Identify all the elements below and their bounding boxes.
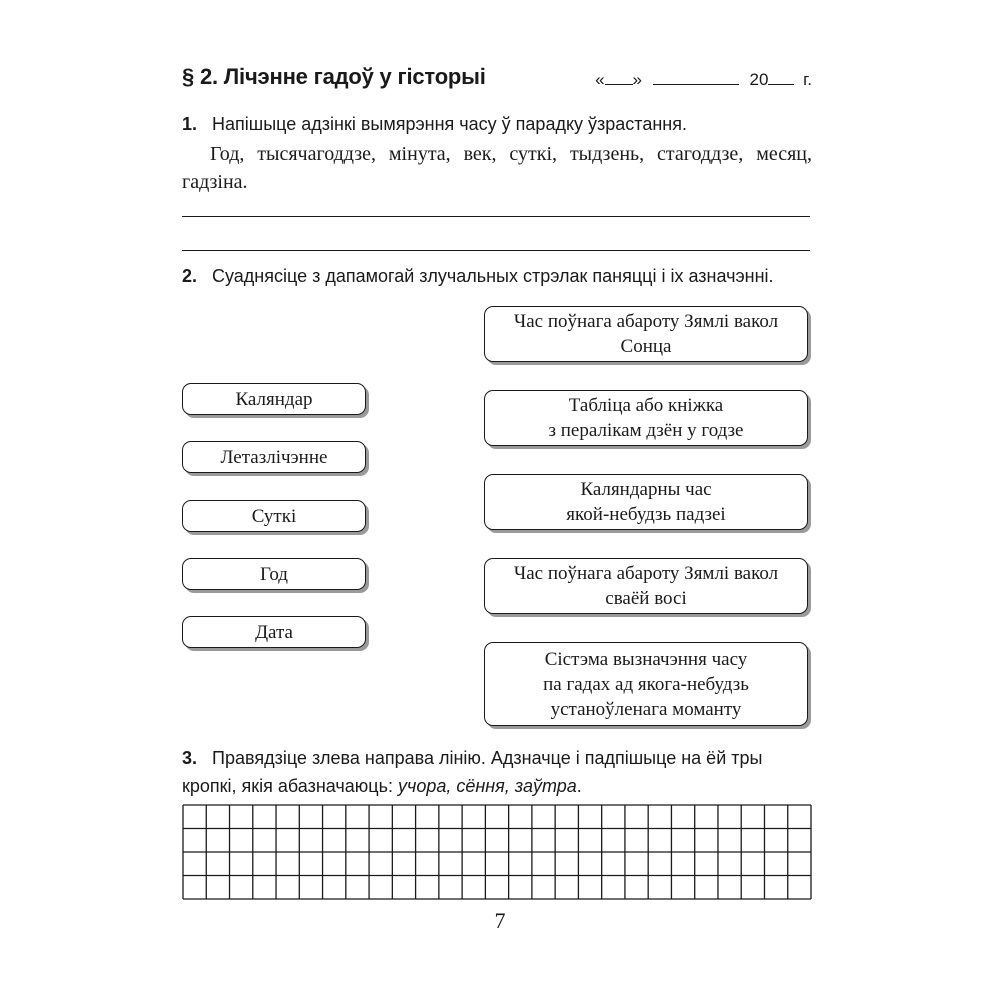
task2-number: 2. <box>182 266 198 286</box>
definition-line: Сістэма вызначэння часу <box>544 648 748 670</box>
definition-box-1[interactable] <box>484 306 808 362</box>
day-blank[interactable] <box>605 69 633 85</box>
definition-line: Час поўнага абароту Зямлі вакол <box>513 311 779 332</box>
date-field <box>595 69 812 90</box>
definition-line: устаноўленага моманту <box>550 698 742 720</box>
page-title: § 2. Лічэнне гадоў у гісторыі <box>182 64 486 89</box>
answer-line[interactable] <box>182 216 810 217</box>
definition-line: сваёй восі <box>605 588 687 609</box>
definition-box-4[interactable] <box>484 558 808 614</box>
definition-line: з пералікам дзён у годзе <box>548 420 744 441</box>
year-prefix: 20 <box>749 70 769 89</box>
term-box-date[interactable] <box>182 616 366 648</box>
task3-question-italic: учора, сёння, заўтра <box>398 776 577 796</box>
definition-box-3[interactable] <box>484 474 808 530</box>
page-number: 7 <box>494 908 506 933</box>
task1-number: 1. <box>182 114 198 134</box>
date-close-quote: » <box>632 70 643 89</box>
task1-question <box>182 114 687 135</box>
definition-line: якой-небудзь падзеі <box>566 504 726 525</box>
header-row <box>182 64 812 96</box>
task3-question <box>182 744 812 800</box>
task1-question-text: Напішыце адзінкі вымярэння часу ў парадку ўзрастання. <box>212 114 687 134</box>
term-label: Каляндар <box>235 388 313 410</box>
task1-word-list: Год, тысячагоддзе, мінута, век, суткі, тыдзень, стагоддзе, месяц, гадзіна. <box>182 143 812 193</box>
squared-grid[interactable] <box>182 804 812 900</box>
definition-line: Час поўнага абароту Зямлі вакол <box>513 563 779 584</box>
definition-line: Табліца або кніжка <box>568 395 724 416</box>
definition-box-2[interactable] <box>484 390 808 446</box>
term-label: Летазлічэнне <box>220 446 328 468</box>
term-box-calendar[interactable] <box>182 383 366 415</box>
task2-question-text: Суаднясіце з дапамогай злучальных стрэлак паняцці і іх азначэнні. <box>212 266 774 286</box>
term-label: Дата <box>255 621 293 643</box>
task3-question-text: Правядзіце злева направа лінію. Адзначце і падпішыце на ёй тры кропкі, якія абазначаюць: <box>182 748 763 796</box>
definition-line: па гадах ад якога-небудзь <box>543 673 749 695</box>
month-blank[interactable] <box>653 69 739 85</box>
task2-question <box>182 266 774 287</box>
year-blank[interactable] <box>768 69 794 85</box>
date-open-quote: « <box>595 70 605 89</box>
year-suffix: г. <box>803 70 812 89</box>
definition-line: Сонца <box>620 336 672 357</box>
definition-box-5[interactable] <box>484 642 808 726</box>
term-label: Суткі <box>251 505 297 527</box>
term-label: Год <box>260 563 288 585</box>
term-box-day[interactable] <box>182 500 366 532</box>
task3-question-end: . <box>576 776 582 796</box>
definition-line: Каляндарны час <box>580 479 712 500</box>
task3-number: 3. <box>182 748 198 768</box>
term-box-year[interactable] <box>182 558 366 590</box>
term-box-chronology[interactable] <box>182 441 366 473</box>
answer-line[interactable] <box>182 250 810 251</box>
